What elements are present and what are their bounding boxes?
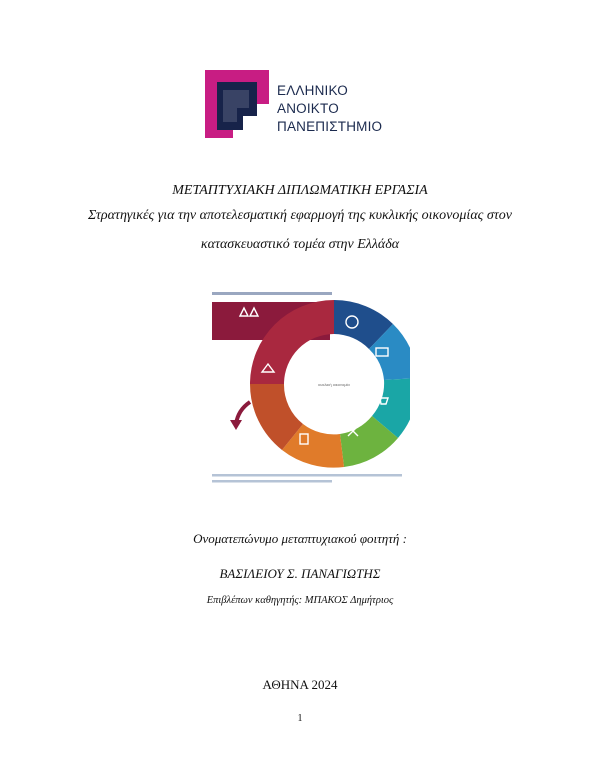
logo-line-1: ΕΛΛΗΝΙΚΟ	[277, 83, 348, 98]
city-year: ΑΘΗΝΑ 2024	[262, 677, 338, 692]
thesis-heading: ΜΕΤΑΠΤΥΧΙΑΚΗ ΔΙΠΛΩΜΑΤΙΚΗ ΕΡΓΑΣΙΑ	[172, 183, 428, 198]
figure-source-blur-2	[212, 480, 332, 483]
university-logo	[205, 68, 405, 140]
circular-economy-diagram	[210, 286, 410, 490]
logo-line-2: ΑΝΟΙΚΤΟ	[277, 101, 339, 116]
figure-caption-blur	[212, 292, 332, 295]
circular-economy-figure	[210, 286, 410, 490]
student-name: ΒΑΣΙΛΕΙΟΥ Σ. ΠΑΝΑΓΙΩΤΗΣ	[219, 566, 381, 581]
advisor-line: Επιβλέπων καθηγητής: ΜΠΑΚΟΣ Δημήτριος	[206, 595, 394, 606]
thesis-subtitle-line-1: Στρατηγικές για την αποτελεσματική εφαρμογή της κυκλικής οικονομίας στον	[88, 208, 512, 223]
student-label: Ονοματεπώνυμο μεταπτυχιακού φοιτητή :	[193, 531, 407, 546]
figure-source-blur	[212, 474, 402, 477]
logo-line-3: ΠΑΝΕΠΙΣΤΗΜΙΟ	[277, 119, 383, 134]
ring-center-label: κυκλική οικονομία	[318, 382, 350, 387]
thesis-subtitle-line-2: κατασκευαστικό τομέα στην Ελλάδα	[200, 237, 400, 252]
leak-arrow-head	[230, 420, 242, 430]
page-number: 1	[297, 713, 303, 724]
logo-mark-icon	[205, 68, 269, 140]
